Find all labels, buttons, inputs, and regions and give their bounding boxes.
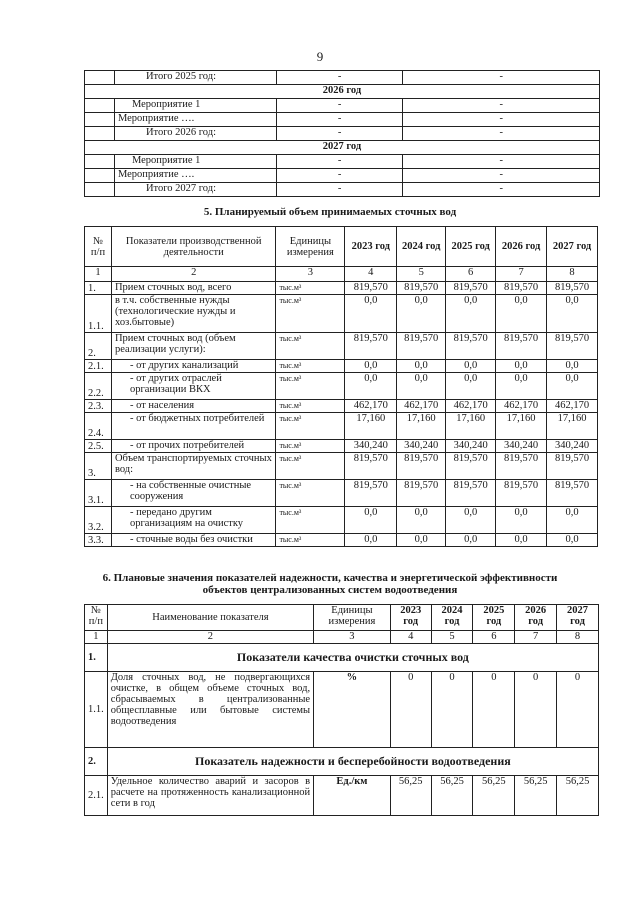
row-value: 819,570 xyxy=(397,333,446,360)
group-title: Показатель надежности и бесперебойности водоотведения xyxy=(107,748,598,776)
row-value: 56,25 xyxy=(473,776,515,816)
row-unit: тыс.м³ xyxy=(276,282,345,295)
row-num: 2.3. xyxy=(85,400,112,413)
row-value: 340,240 xyxy=(547,440,598,453)
row-value: 462,170 xyxy=(446,400,496,413)
table-row xyxy=(85,99,600,113)
row-value: - xyxy=(403,113,600,127)
row-unit: тыс.м³ xyxy=(276,373,345,400)
row-value: 462,170 xyxy=(547,400,598,413)
table-row xyxy=(85,71,600,85)
measures-table xyxy=(84,70,600,197)
row-num: 3.2. xyxy=(85,507,112,534)
row-value: 0 xyxy=(557,672,599,748)
col-number: 7 xyxy=(515,631,557,644)
row-num xyxy=(85,71,115,85)
col-number: 1 xyxy=(85,631,108,644)
col-year-header: 2026 год xyxy=(515,605,557,631)
row-value: 0 xyxy=(431,672,473,748)
year-header-row xyxy=(85,141,600,155)
row-value: 819,570 xyxy=(496,453,547,480)
column-number-row xyxy=(85,267,598,282)
row-value: 819,570 xyxy=(345,480,397,507)
row-value: 0,0 xyxy=(397,507,446,534)
table-row xyxy=(85,534,598,547)
row-value: 819,570 xyxy=(446,282,496,295)
row-unit: тыс.м³ xyxy=(276,413,345,440)
row-value: 0,0 xyxy=(547,534,598,547)
row-value: 819,570 xyxy=(345,453,397,480)
table-row xyxy=(85,333,598,360)
section6-title xyxy=(30,572,630,596)
row-value: 340,240 xyxy=(446,440,496,453)
page-number: 9 xyxy=(316,49,324,64)
row-label: Объем транспортируемых сточных вод: xyxy=(111,453,275,480)
row-value: 17,160 xyxy=(397,413,446,440)
section5-title: 5. Планируемый объем принимаемых сточных вод xyxy=(203,206,457,218)
col-year-header: 2026 год xyxy=(496,227,547,267)
row-label: - сточные воды без очистки xyxy=(111,534,275,547)
col-unit-header: Единицы измерения xyxy=(276,227,345,267)
row-value: 462,170 xyxy=(397,400,446,413)
year-label: 2027 год xyxy=(85,141,600,155)
row-value: - xyxy=(276,71,403,85)
row-num: 1.1. xyxy=(85,295,112,333)
row-value: 0,0 xyxy=(547,373,598,400)
row-value: 819,570 xyxy=(547,333,598,360)
row-value: 819,570 xyxy=(345,333,397,360)
row-value: 0,0 xyxy=(496,295,547,333)
row-unit: тыс.м³ xyxy=(276,295,345,333)
table-row xyxy=(85,776,599,816)
table-row xyxy=(85,672,599,748)
row-num: 3.3. xyxy=(85,534,112,547)
year-header-row xyxy=(85,85,600,99)
row-num: 3. xyxy=(85,453,112,480)
row-unit: тыс.м³ xyxy=(276,507,345,534)
row-label: Прием сточных вод (объем реализации услуги): xyxy=(111,333,275,360)
table-row xyxy=(85,360,598,373)
row-value: 340,240 xyxy=(397,440,446,453)
row-value: 17,160 xyxy=(496,413,547,440)
row-num: 3.1. xyxy=(85,480,112,507)
row-label: Мероприятие 1 xyxy=(114,99,276,113)
indicators-table xyxy=(84,604,599,816)
col-number: 2 xyxy=(111,267,275,282)
col-year-header: 2024 год xyxy=(431,605,473,631)
row-unit: тыс.м³ xyxy=(276,360,345,373)
row-label: в т.ч. собственные нужды (технологические нужды и хоз.бытовые) xyxy=(111,295,275,333)
row-value: - xyxy=(276,113,403,127)
col-number: 1 xyxy=(85,267,112,282)
table-row xyxy=(85,155,600,169)
row-unit: Ед./км xyxy=(314,776,391,816)
col-number: 6 xyxy=(473,631,515,644)
row-value: 0,0 xyxy=(547,507,598,534)
table-row xyxy=(85,127,600,141)
row-num xyxy=(85,183,115,197)
table-row xyxy=(85,413,598,440)
row-value: - xyxy=(276,99,403,113)
col-year-header: 2027 год xyxy=(557,605,599,631)
row-value: 0,0 xyxy=(496,507,547,534)
group-header-row xyxy=(85,644,599,672)
row-value: 0,0 xyxy=(345,360,397,373)
row-value: 17,160 xyxy=(547,413,598,440)
col-unit-header: Единицы измерения xyxy=(314,605,391,631)
row-value: 340,240 xyxy=(496,440,547,453)
row-value: 0,0 xyxy=(397,295,446,333)
row-value: 56,25 xyxy=(557,776,599,816)
col-number: 6 xyxy=(446,267,496,282)
row-value: 819,570 xyxy=(547,480,598,507)
row-value: 819,570 xyxy=(397,480,446,507)
row-value: 819,570 xyxy=(397,453,446,480)
col-number: 3 xyxy=(276,267,345,282)
row-label: Итого 2026 год: xyxy=(114,127,276,141)
row-num xyxy=(85,99,115,113)
table-row xyxy=(85,373,598,400)
row-label: Мероприятие 1 xyxy=(114,155,276,169)
row-value: 0,0 xyxy=(397,373,446,400)
row-value: 56,25 xyxy=(390,776,431,816)
row-value: 819,570 xyxy=(446,480,496,507)
row-value: 819,570 xyxy=(397,282,446,295)
col-number: 5 xyxy=(397,267,446,282)
row-num: 2.2. xyxy=(85,373,112,400)
row-label: - от населения xyxy=(111,400,275,413)
row-value: 17,160 xyxy=(345,413,397,440)
column-number-row xyxy=(85,631,599,644)
table-row xyxy=(85,113,600,127)
row-label: - от бюджетных потребителей xyxy=(111,413,275,440)
row-num: 2.1. xyxy=(85,776,108,816)
row-value: 0,0 xyxy=(496,373,547,400)
row-value: 819,570 xyxy=(496,282,547,295)
col-year-header: 2025 год xyxy=(473,605,515,631)
row-value: 462,170 xyxy=(496,400,547,413)
row-label: - от прочих потребителей xyxy=(111,440,275,453)
row-unit: тыс.м³ xyxy=(276,440,345,453)
col-year-header: 2027 год xyxy=(547,227,598,267)
row-unit: % xyxy=(314,672,391,748)
wastewater-volume-table xyxy=(84,226,598,547)
row-value: 56,25 xyxy=(431,776,473,816)
row-value: 0,0 xyxy=(345,507,397,534)
row-value: 462,170 xyxy=(345,400,397,413)
group-title: Показатели качества очистки сточных вод xyxy=(107,644,598,672)
row-value: 819,570 xyxy=(446,453,496,480)
row-label: - от других канализаций xyxy=(111,360,275,373)
row-value: 0,0 xyxy=(397,360,446,373)
col-year-header: 2023 год xyxy=(390,605,431,631)
row-value: 0,0 xyxy=(397,534,446,547)
row-value: 56,25 xyxy=(515,776,557,816)
row-num: 2.5. xyxy=(85,440,112,453)
table-row xyxy=(85,295,598,333)
col-number: 7 xyxy=(496,267,547,282)
table-row xyxy=(85,440,598,453)
row-value: 0,0 xyxy=(446,507,496,534)
row-label: - на собственные очистные сооружения xyxy=(111,480,275,507)
col-number: 4 xyxy=(345,267,397,282)
row-value: 0,0 xyxy=(547,295,598,333)
row-value: - xyxy=(403,155,600,169)
row-value: 819,570 xyxy=(547,453,598,480)
row-label: Мероприятие …. xyxy=(114,169,276,183)
row-num: 2.1. xyxy=(85,360,112,373)
row-value: - xyxy=(276,155,403,169)
row-value: - xyxy=(276,183,403,197)
row-value: 819,570 xyxy=(345,282,397,295)
row-unit: тыс.м³ xyxy=(276,453,345,480)
table-row xyxy=(85,169,600,183)
col-year-header: 2025 год xyxy=(446,227,496,267)
row-value: 17,160 xyxy=(446,413,496,440)
row-value: 0,0 xyxy=(446,295,496,333)
row-num xyxy=(85,155,115,169)
row-unit: тыс.м³ xyxy=(276,333,345,360)
row-value: - xyxy=(403,127,600,141)
group-header-row xyxy=(85,748,599,776)
row-value: 0 xyxy=(515,672,557,748)
row-value: 0,0 xyxy=(345,373,397,400)
group-num: 2. xyxy=(85,748,108,776)
row-value: 0,0 xyxy=(496,360,547,373)
col-num-header: № п/п xyxy=(85,605,108,631)
col-number: 8 xyxy=(547,267,598,282)
row-label: Итого 2025 год: xyxy=(114,71,276,85)
section6-title-line1: 6. Плановые значения показателей надежности, качества и энергетической эффективности xyxy=(102,572,558,584)
row-num: 2. xyxy=(85,333,112,360)
col-number: 5 xyxy=(431,631,473,644)
row-unit: тыс.м³ xyxy=(276,400,345,413)
row-label: Удельное количество аварий и засоров в расчете на протяженность канализационной сети в год xyxy=(107,776,313,816)
row-value: 340,240 xyxy=(345,440,397,453)
row-value: - xyxy=(276,169,403,183)
row-unit: тыс.м³ xyxy=(276,534,345,547)
row-label: - от других отраслей организации ВКХ xyxy=(111,373,275,400)
table-row xyxy=(85,400,598,413)
row-label: - передано другим организациям на очистку xyxy=(111,507,275,534)
row-value: - xyxy=(403,183,600,197)
row-label: Мероприятие …. xyxy=(114,113,276,127)
row-num xyxy=(85,113,115,127)
row-num: 1. xyxy=(85,282,112,295)
col-number: 3 xyxy=(314,631,391,644)
row-value: 0,0 xyxy=(446,534,496,547)
row-value: - xyxy=(276,127,403,141)
row-value: 819,570 xyxy=(446,333,496,360)
table-row xyxy=(85,480,598,507)
row-num: 1.1. xyxy=(85,672,108,748)
year-label: 2026 год xyxy=(85,85,600,99)
row-label: Прием сточных вод, всего xyxy=(111,282,275,295)
row-value: 819,570 xyxy=(547,282,598,295)
col-indicator-header: Показатели производственной деятельности xyxy=(111,227,275,267)
table-row xyxy=(85,453,598,480)
table-header-row xyxy=(85,227,598,267)
row-label: Доля сточных вод, не подвергающихся очистке, в общем объеме сточных вод, сбрасываемых в централизованные общесплавные или бытовые системы водоотведения xyxy=(107,672,313,748)
table-row xyxy=(85,183,600,197)
row-value: 0,0 xyxy=(446,373,496,400)
group-num: 1. xyxy=(85,644,108,672)
row-value: 0,0 xyxy=(496,534,547,547)
col-num-header: № п/п xyxy=(85,227,112,267)
row-value: 0,0 xyxy=(345,534,397,547)
table-row xyxy=(85,282,598,295)
section6-title-line2: объектов централизованных систем водоотведения xyxy=(202,584,458,596)
row-value: 819,570 xyxy=(496,480,547,507)
row-num: 2.4. xyxy=(85,413,112,440)
row-unit: тыс.м³ xyxy=(276,480,345,507)
col-number: 2 xyxy=(107,631,313,644)
row-value: 0 xyxy=(473,672,515,748)
table-row xyxy=(85,507,598,534)
row-value: 0,0 xyxy=(547,360,598,373)
col-number: 4 xyxy=(390,631,431,644)
row-value: 0,0 xyxy=(345,295,397,333)
col-year-header: 2024 год xyxy=(397,227,446,267)
row-label: Итого 2027 год: xyxy=(114,183,276,197)
table-header-row xyxy=(85,605,599,631)
row-num xyxy=(85,127,115,141)
col-year-header: 2023 год xyxy=(345,227,397,267)
row-value: 0,0 xyxy=(446,360,496,373)
row-value: 819,570 xyxy=(496,333,547,360)
row-value: - xyxy=(403,99,600,113)
row-value: 0 xyxy=(390,672,431,748)
row-value: - xyxy=(403,169,600,183)
col-number: 8 xyxy=(557,631,599,644)
row-num xyxy=(85,169,115,183)
row-value: - xyxy=(403,71,600,85)
col-indicator-header: Наименование показателя xyxy=(107,605,313,631)
